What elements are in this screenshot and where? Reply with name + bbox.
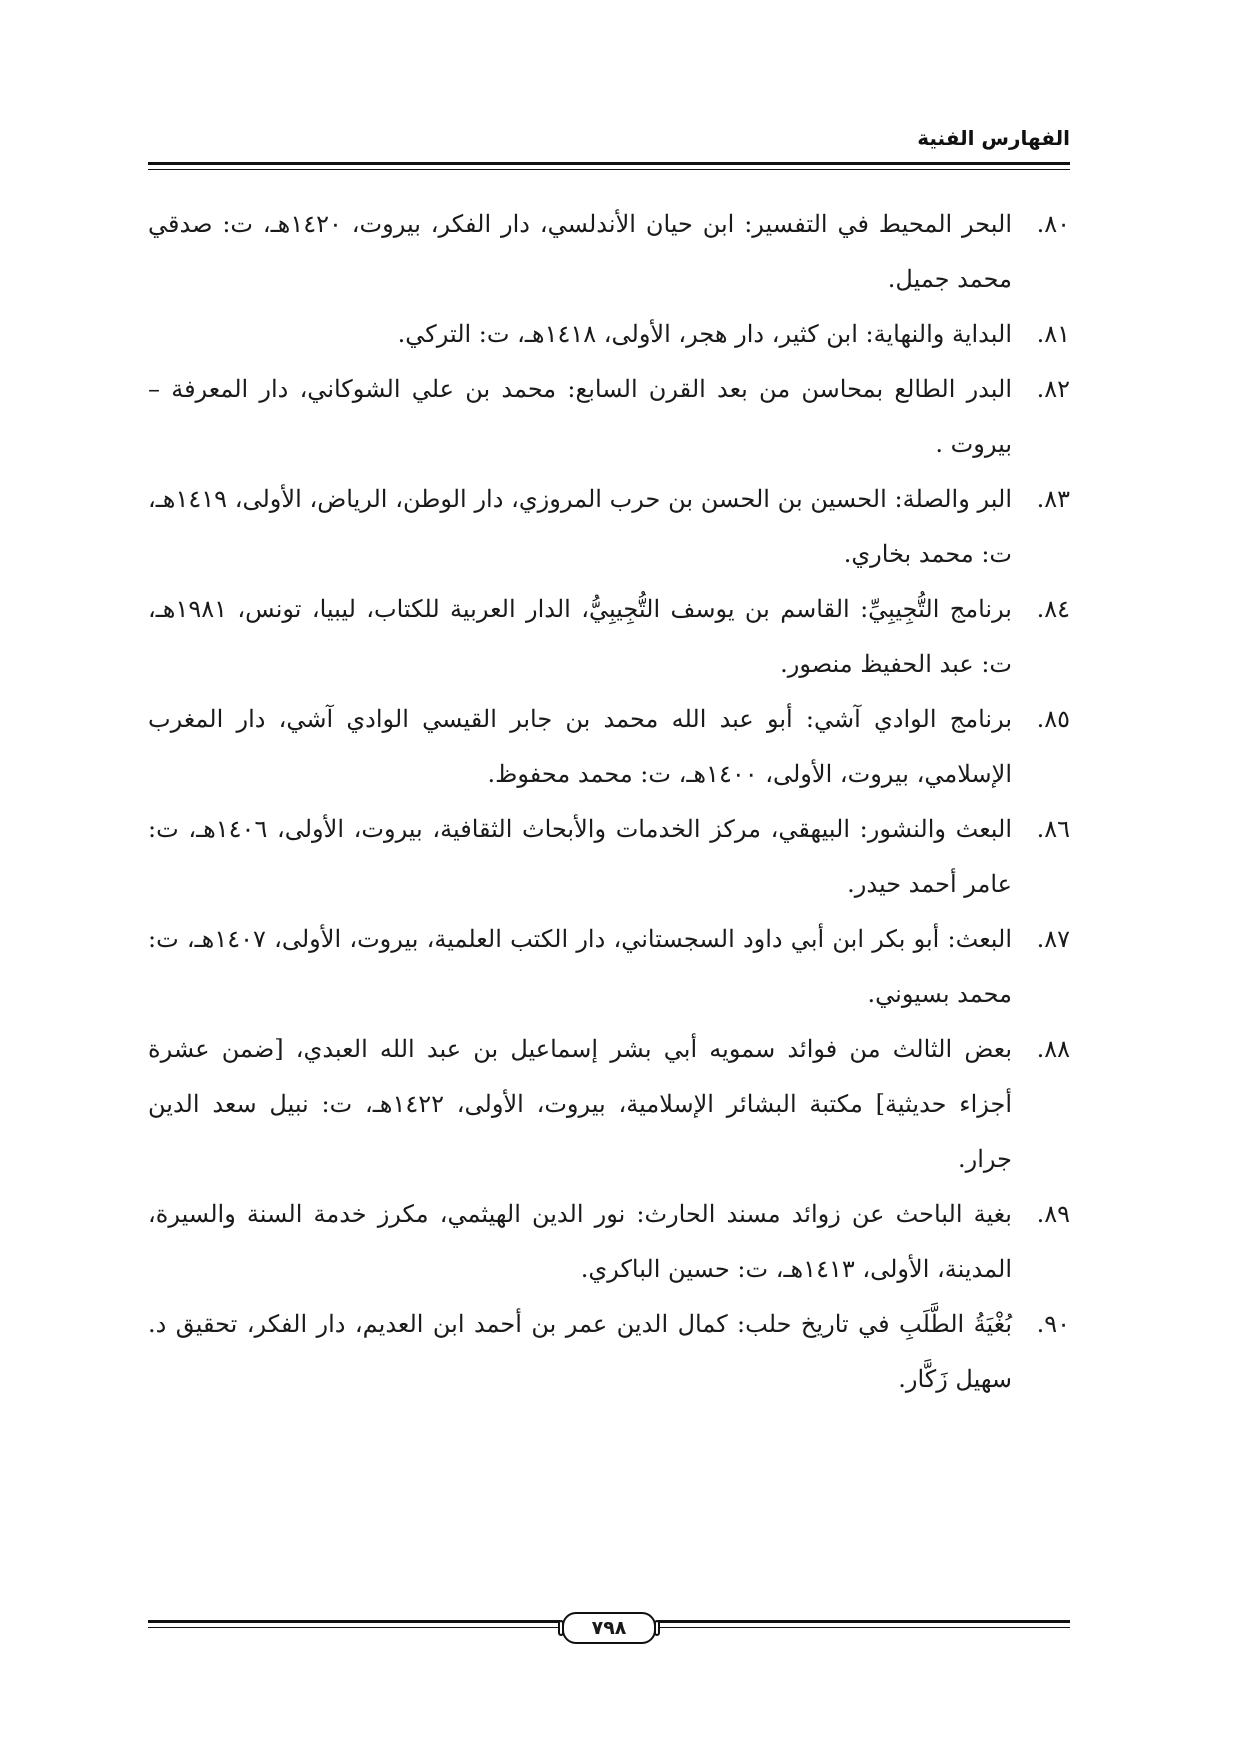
bibliography-entry <box>148 582 1070 692</box>
entry-text: بعض الثالث من فوائد سمويه أبي بشر إسماعيل بن عبد الله العبدي، [ضمن عشرة أجزاء حديثية] مكتبة البشائر الإسلامية، بيروت، الأولى، ١٤٢٢هـ، ت: نبيل سعد الدين جرار. <box>148 1035 1012 1173</box>
header-rule-thin <box>148 169 1070 170</box>
bibliography-entry <box>148 197 1070 307</box>
entry-text: البر والصلة: الحسين بن الحسن بن حرب المروزي، دار الوطن، الرياض، الأولى، ١٤١٩هـ، ت: محمد بخاري. <box>148 485 1012 568</box>
bibliography-entry <box>148 912 1070 1022</box>
entry-number: ٨٩. <box>1036 1200 1070 1228</box>
page-number: ٧٩٨ <box>562 1612 656 1644</box>
entry-text: البحر المحيط في التفسير: ابن حيان الأندلسي، دار الفكر، بيروت، ١٤٢٠هـ، ت: صدقي محمد جميل. <box>148 210 1013 293</box>
bibliography-entry <box>148 1297 1070 1407</box>
entry-number: ٨٢. <box>1036 375 1070 403</box>
entry-text: البعث والنشور: البيهقي، مركز الخدمات والأبحاث الثقافية، بيروت، الأولى، ١٤٠٦هـ، ت: عامر أحمد حيدر. <box>148 815 1012 898</box>
bibliography-entry <box>148 362 1070 472</box>
entry-number: ٨٣. <box>1036 485 1070 513</box>
entry-number: ٨٥. <box>1036 705 1070 733</box>
entry-text: البدر الطالع بمحاسن من بعد القرن السابع: محمد بن علي الشوكاني، دار المعرفة – بيروت . <box>148 375 1012 458</box>
entry-text: البداية والنهاية: ابن كثير، دار هجر، الأولى، ١٤١٨هـ، ت: التركي. <box>397 320 1012 348</box>
footer-rule-right <box>658 1620 1070 1640</box>
bibliography-list <box>148 197 1070 1407</box>
header-rule-thick <box>148 162 1070 165</box>
bibliography-entry <box>148 1187 1070 1297</box>
entry-text: برنامج التُّجِيبِيِّ: القاسم بن يوسف التُّجِيبِيُّ، الدار العربية للكتاب، ليبيا، تونس، ١٩٨١هـ، ت: عبد الحفيظ منصور. <box>148 595 1012 678</box>
entry-number: ٨٦. <box>1036 815 1070 843</box>
bibliography-entry <box>148 692 1070 802</box>
bibliography-entry <box>148 802 1070 912</box>
entry-text: بغية الباحث عن زوائد مسند الحارث: نور الدين الهيثمي، مكرز خدمة السنة والسيرة، المدينة، الأولى، ١٤١٣هـ، ت: حسين الباكري. <box>148 1200 1012 1283</box>
bibliography-entry <box>148 1022 1070 1187</box>
page-footer <box>148 1612 1070 1648</box>
entry-text: البعث: أبو بكر ابن أبي داود السجستاني، دار الكتب العلمية، بيروت، الأولى، ١٤٠٧هـ، ت: محمد بسيوني. <box>148 925 1012 1008</box>
running-header: الفهارس الفنية <box>917 126 1070 150</box>
entry-text: برنامج الوادي آشي: أبو عبد الله محمد بن جابر القيسي الوادي آشي، دار المغرب الإسلامي، بيروت، الأولى، ١٤٠٠هـ، ت: محمد محفوظ. <box>148 705 1012 788</box>
entry-number: ٨٤. <box>1036 595 1070 623</box>
entry-number: ٩٠. <box>1036 1310 1070 1338</box>
entry-number: ٨٧. <box>1036 925 1070 953</box>
entry-text: بُغْيَةُ الطَّلَبِ في تاريخ حلب: كمال الدين عمر بن أحمد ابن العديم، دار الفكر، تحقيق د. سهيل زَكَّار. <box>148 1310 1012 1393</box>
entry-number: ٨٠. <box>1036 210 1070 238</box>
entry-number: ٨٨. <box>1036 1035 1070 1063</box>
bibliography-entry <box>148 307 1070 362</box>
footer-rule-left <box>148 1620 560 1640</box>
entry-number: ٨١. <box>1036 320 1070 348</box>
bibliography-entry <box>148 472 1070 582</box>
